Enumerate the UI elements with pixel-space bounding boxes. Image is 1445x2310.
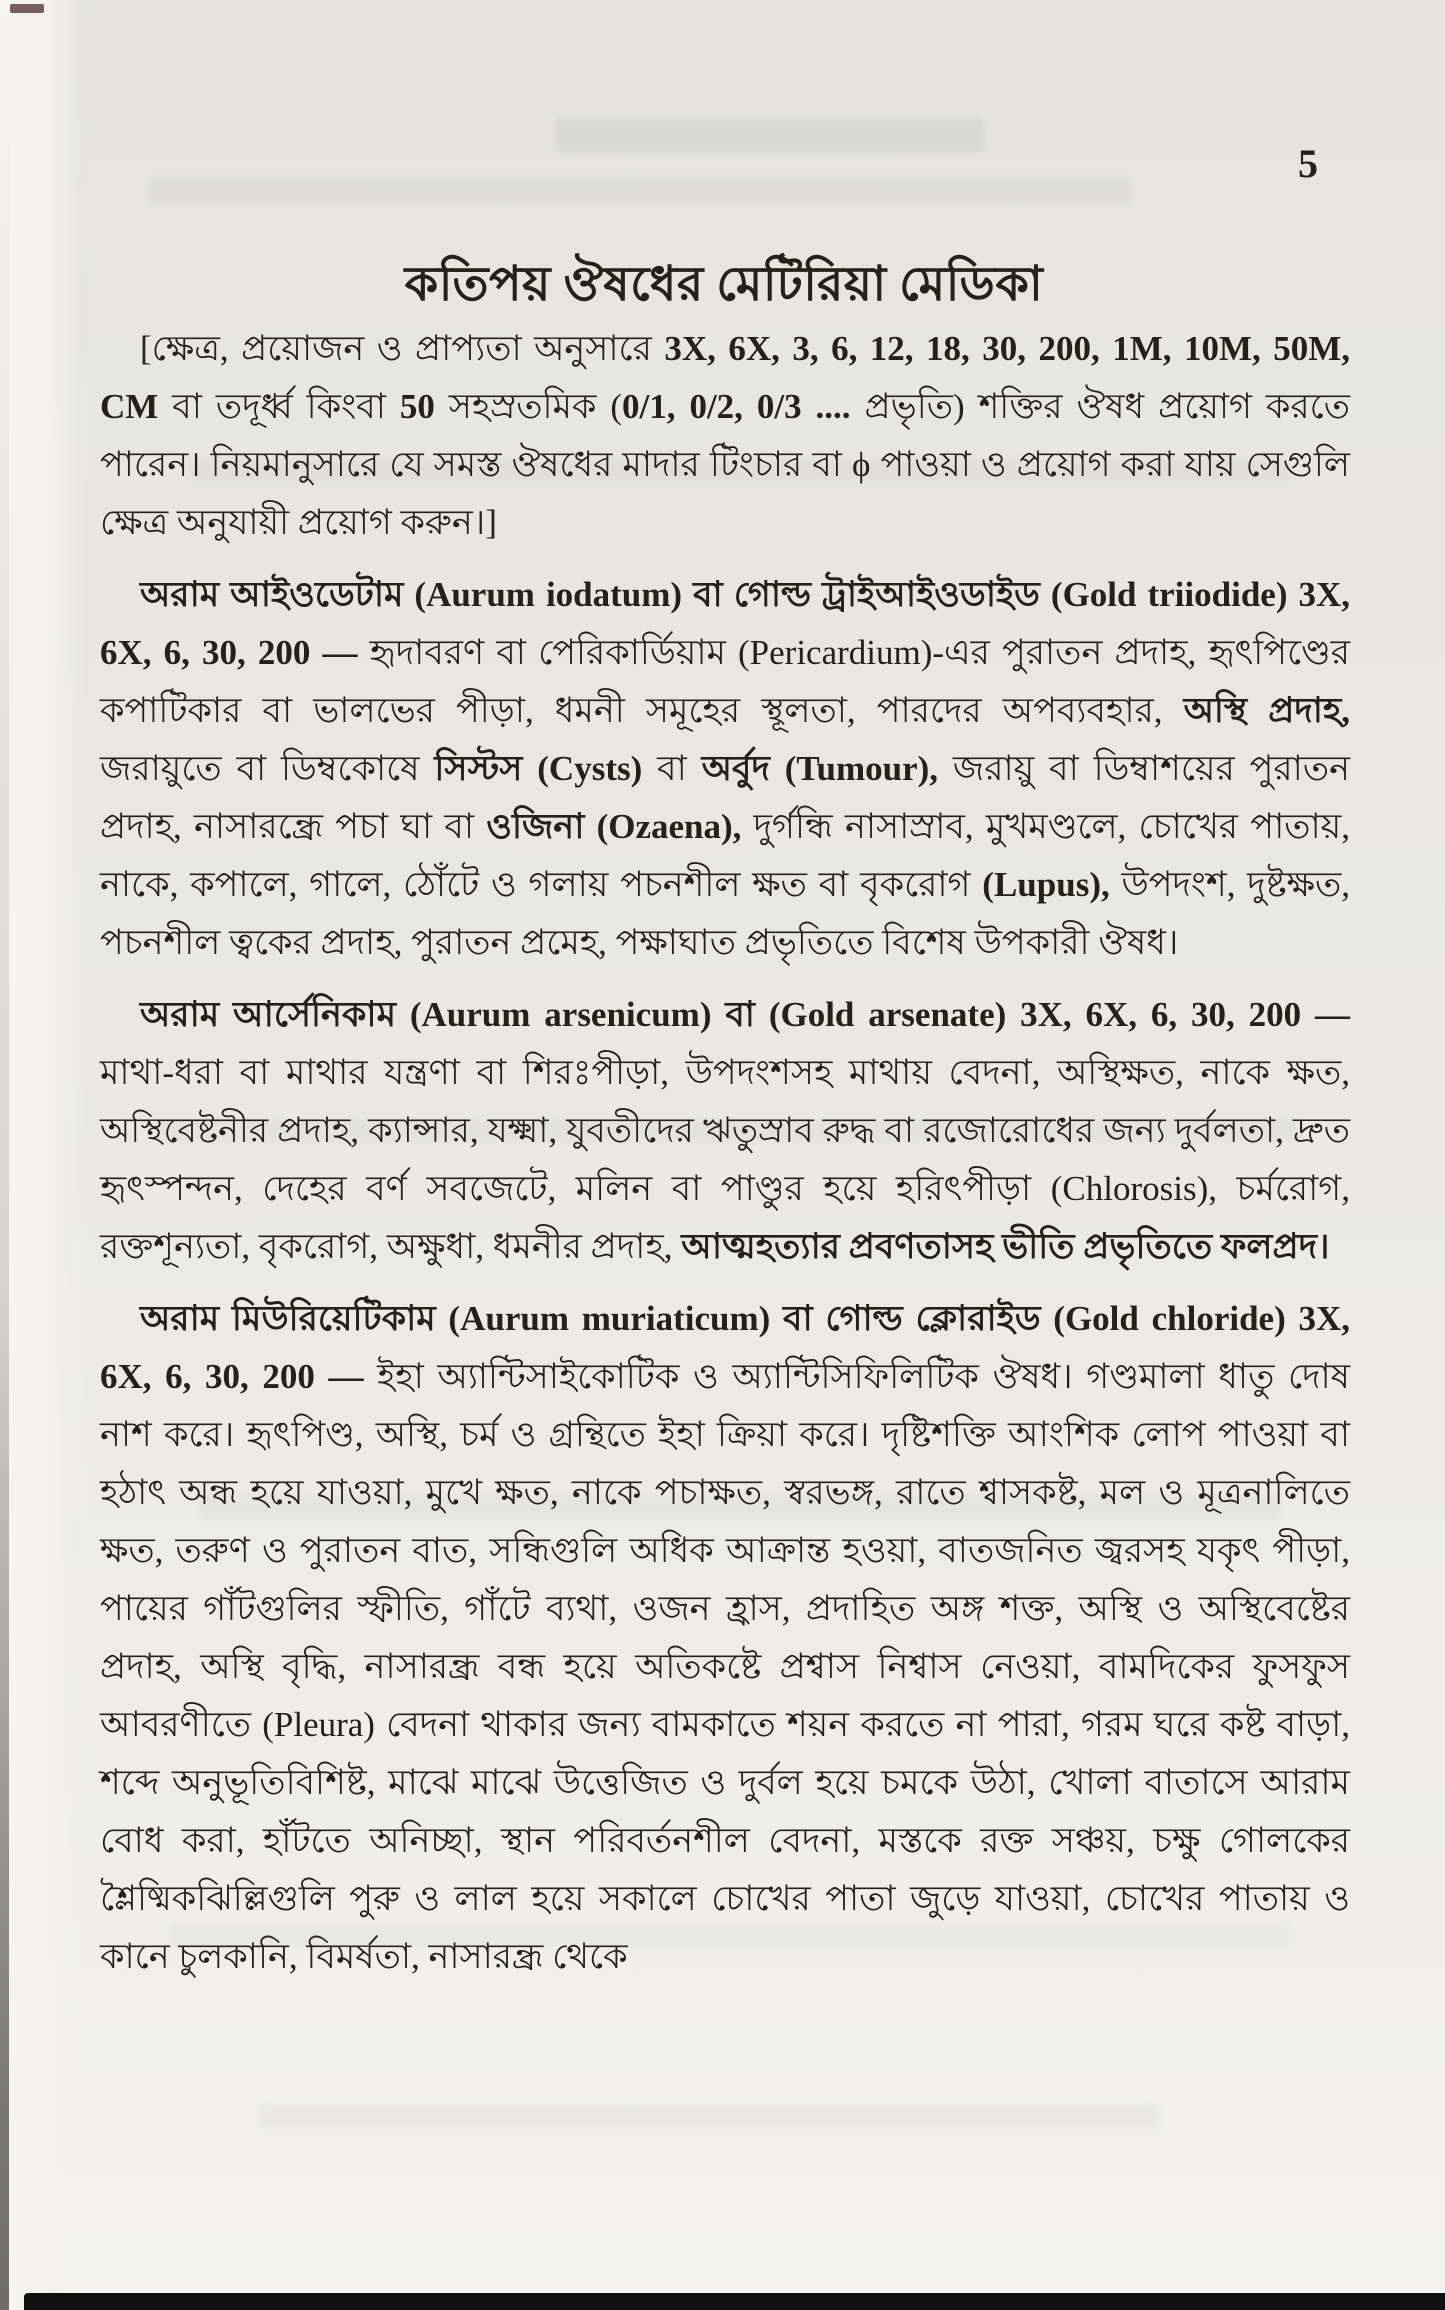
page-left-edge <box>0 0 86 2310</box>
bold-text-segment: অর্বুদ (Tumour), <box>701 749 939 788</box>
bold-text-segment: অরাম আইওডেটাম (Aurum iodatum) বা গোল্ড ট্রাইআইওডাইড (Gold triiodide) 3X, 6X, 6, 30, 200 — <box>100 575 1350 672</box>
bleed-through-artifact <box>260 2105 1160 2129</box>
bold-text-segment: 50 <box>399 387 435 426</box>
page-number: 5 <box>1298 141 1319 186</box>
paragraph <box>100 1290 1350 1986</box>
text-segment: জরায়ু বা ডিম্বাশয়ের পুরাতন প্রদাহ, নাসারন্ধ্রে পচা ঘা বা <box>100 749 1350 846</box>
bleed-through-artifact <box>555 118 985 152</box>
text-segment: [ক্ষেত্র, প্রয়োজন ও প্রাপ্যতা অনুসারে <box>140 329 665 368</box>
bold-text-segment: 0/1, 0/2, 0/3 .... <box>622 387 851 426</box>
text-segment: হৃদাবরণ বা পেরিকার্ডিয়াম (Pericardium)-এর পুরাতন প্রদাহ, হৃৎপিণ্ডের কপাটিকার বা ভালভের পীড়া, ধমনী সমূহের স্থূলতা, পারদের অপব্যবহার, <box>100 633 1351 730</box>
spine-shadow <box>0 0 9 2310</box>
text-segment: মাথা-ধরা বা মাথার যন্ত্রণা বা শিরঃপীড়া, উপদংশসহ মাথায় বেদনা, অস্থিক্ষত, নাকে ক্ষত, অস্থিবেষ্টনীর প্রদাহ, ক্যান্সার, যক্ষ্মা, যুবতীদের ঋতুস্রাব রুদ্ধ বা রজোরোধের জন্য দুর্বলতা, দ্রুত হৃৎস্পন্দন, দেহের বর্ণ সবজেটে, মলিন বা পাণ্ডুর হয়ে হরিৎপীড়া (Chlorosis), চর্মরোগ, রক্তশূন্যতা, বৃকরোগ, অক্ষুধা, ধমনীর প্রদাহ, <box>100 1053 1350 1266</box>
text-segment: ইহা অ্যান্টিসাইকোটিক ও অ্যান্টিসিফিলিটিক ঔষধ। গণ্ডমালা ধাতু দোষ নাশ করে। হৃৎপিণ্ড, অস্থি, চর্ম ও গ্রন্থিতে ইহা ক্রিয়া করে। দৃষ্টিশক্তি আংশিক লোপ পাওয়া বা হঠাৎ অন্ধ হয়ে যাওয়া, মুখে ক্ষত, নাকে পচাক্ষত, স্বরভঙ্গ, রাতে শ্বাসকষ্ট, মল ও মূত্রনালিতে ক্ষত, তরুণ ও পুরাতন বাত, সন্ধিগুলি অধিক আক্রান্ত হওয়া, বাতজনিত জ্বরসহ যকৃৎ পীড়া, পায়ের গাঁটগুলির স্ফীতি, গাঁটে ব্যথা, ওজন হ্রাস, প্রদাহিত অঙ্গ শক্ত, অস্থি ও অস্থিবেষ্টের প্রদাহ, অস্থি বৃদ্ধি, নাসারন্ধ্র বন্ধ হয়ে অতিকষ্টে প্রশ্বাস নিশ্বাস নেওয়া, বামদিকের ফুসফুস আবরণীতে (Pleura) বেদনা থাকার জন্য বামকাতে শয়ন করতে না পারা, গরম ঘরে কষ্ট বাড়া, শব্দে অনুভূতিবিশিষ্ট, মাঝে মাঝে উত্তেজিত ও দুর্বল হয়ে চমকে উঠা, খোলা বাতাসে আরাম বোধ করা, হাঁটতে অনিচ্ছা, স্থান পরিবর্তনশীল বেদনা, মস্তকে রক্ত সঞ্চয়, চক্ষু গোলকের শ্লৈষ্মিকঝিল্লিগুলি পুরু ও লাল হয়ে সকালে চোখের পাতা জুড়ে যাওয়া, চোখের পাতায় ও কানে চুলকানি, বিমর্ষতা, নাসারন্ধ্র থেকে <box>100 1357 1350 1976</box>
paragraph <box>100 320 1350 552</box>
text-segment: দুর্গন্ধি নাসাস্রাব, মুখমণ্ডলে, চোখের পাতায়, নাকে, কপালে, গালে, ঠোঁটে ও গলায় পচনশীল ক্ষত বা বৃকরোগ <box>100 807 1350 904</box>
text-segment: জরায়ুতে বা ডিম্বকোষে <box>100 749 435 788</box>
paragraph <box>100 986 1350 1276</box>
scan-artifact-corner <box>10 4 44 13</box>
bold-text-segment: অরাম আর্সেনিকাম (Aurum arsenicum) বা (Gold arsenate) 3X, 6X, 6, 30, 200 — <box>140 995 1350 1034</box>
text-segment: প্রভৃতি) শক্তির ঔষধ প্রয়োগ করতে পারেন। নিয়মানুসারে যে সমস্ত ঔষধের মাদার টিংচার বা ϕ পাওয়া ও প্রয়োগ করা যায় সেগুলি ক্ষেত্র অনুযায়ী প্রয়োগ করুন।] <box>100 387 1350 542</box>
page-title: কতিপয় ঔষধের মেটিরিয়া মেডিকা <box>404 258 1044 312</box>
paragraph <box>100 566 1350 972</box>
bold-text-segment: 3X, 6X, 3, 6, 12, 18, 30, 200, 1M, 10M, 50M, CM <box>100 329 1351 426</box>
bold-text-segment: আত্মহত্যার প্রবণতাসহ ভীতি প্রভৃতিতে ফলপ্রদ। <box>681 1227 1330 1266</box>
text-segment: উপদংশ, দুষ্টক্ষত, পচনশীল ত্বকের প্রদাহ, পুরাতন প্রমেহ, পক্ষাঘাত প্রভৃতিতে বিশেষ উপকারী ঔষধ। <box>100 865 1350 962</box>
bold-text-segment: অস্থি প্রদাহ, <box>1183 691 1350 730</box>
bleed-through-artifact <box>150 178 1130 204</box>
bold-text-segment: সিস্টস (Cysts) <box>434 749 643 788</box>
text-segment: বা <box>642 749 702 788</box>
bold-text-segment: অরাম মিউরিয়েটিকাম (Aurum muriaticum) বা গোল্ড ক্লোরাইড (Gold chloride) 3X, 6X, 6, 30, 200 — <box>100 1299 1350 1396</box>
body-text <box>100 320 1350 2000</box>
scan-bottom-bar <box>24 2293 1445 2310</box>
text-segment: বা তদূর্ধ্ব কিংবা <box>158 387 400 426</box>
bold-text-segment: ওজিনা (Ozaena), <box>486 807 742 846</box>
bold-text-segment: (Lupus), <box>982 865 1110 904</box>
text-segment: সহস্রতমিক ( <box>434 387 623 426</box>
